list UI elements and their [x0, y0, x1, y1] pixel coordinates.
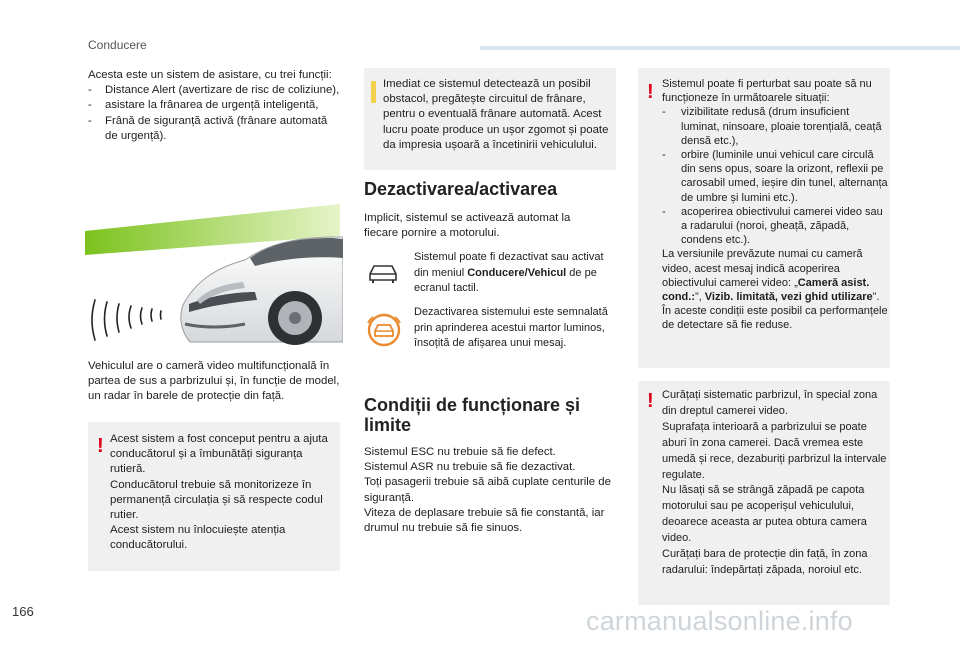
deactivation-heading: Dezactivarea/activarea [364, 179, 558, 199]
list-item: - Frână de siguranță activă (frânare automată de urgență). [88, 114, 328, 142]
warning-lamp-icon [365, 312, 403, 348]
intro-text: Acesta este un sistem de asistare, cu trei funcții: [88, 69, 332, 81]
conditions-block [364, 445, 614, 536]
warning-text: Conducătorul trebuie să monitorizeze în permanență circulația și să respecte codul rutier. [110, 478, 323, 522]
intro-block [88, 68, 340, 144]
page-number: 166 [12, 604, 34, 619]
performance-text: În aceste condiții este posibil ca performanțele de detectare să fie reduse. [662, 305, 888, 332]
list-item: - orbire (luminile unui vehicul care circulă din sens opus, soare la orizont, reflexii pe carosabil umed, ieșire din tunel, alternanța de umbre și lumini etc.). [662, 149, 888, 204]
cleaning-text: Suprafața interioară a parbrizului se poate aburi în zona camerei. Dacă vremea este umedă și rece, dezaburiți parbrizul la intervale regulate. [662, 420, 887, 481]
info-text: Imediat ce sistemul detectează un posibil obstacol, pregătește circuitul de frânare, pentru o eventuală frânare automată. Acest lucru poate produce un ușor zgomot și poate da impresia ușoară a încetinirii vehiculului. [383, 78, 609, 151]
watermark: carmanualsonline.info [586, 606, 853, 636]
menu-text: Sistemul poate fi dezactivat sau activat din meniul Conducere/Vehicul de pe ecranul tactil. [414, 251, 604, 295]
warning-icon: ! [647, 390, 654, 412]
car-radar-illustration [85, 200, 343, 350]
conditions-heading: Condiții de funcționare și limite [364, 395, 581, 435]
list-item: - Distance Alert (avertizare de risc de coliziune), [88, 84, 340, 97]
header-bar [480, 46, 960, 50]
cleaning-text: Curățați sistematic parbrizul, în special zona din dreptul camerei video. [662, 389, 878, 417]
condition-line: Sistemul ESC nu trebuie să fie defect. [364, 446, 556, 458]
cleaning-text: Curățați bara de protecție din față, în zona radarului: îndepărtați zăpada, noroiul etc. [662, 548, 868, 576]
info-box [364, 68, 616, 170]
list-item: - asistare la frânarea de urgență inteligentă, [88, 99, 319, 112]
warning-icon: ! [647, 81, 654, 103]
perturbation-intro: Sistemul poate fi perturbat sau poate să nu funcționeze în următoarele situații: [662, 78, 872, 105]
list-item: - acoperirea obiectivului camerei video sau a radarului (noroi, gheață, zăpadă, condens etc.). [662, 205, 883, 247]
list-item: - vizibilitate redusă (drum insuficient luminat, ninsoare, ploaie torențială, ceață densă etc.), [662, 106, 882, 147]
camera-radar-text: Vehiculul are o cameră video multifuncțională în partea de sus a parbrizului și, în funcție de model, un radar în barele de protecție din față. [88, 360, 340, 403]
condition-line: Viteza de deplasare trebuie să fie constantă, iar drumul nu trebuie să fie sinuos. [364, 506, 605, 535]
warning-icon: ! [97, 435, 104, 457]
lamp-text: Dezactivarea sistemului este semnalată prin aprinderea acestui martor luminos, însoțită de afișarea unui mesaj. [414, 306, 608, 350]
camera-version-text: La versiunile prevăzute numai cu cameră video, acest mesaj indică acoperirea obiectivului camerei video: „Cameră asist. cond.:”, Vizib. limitată, vezi ghid utilizare”. [662, 248, 880, 304]
perturbation-warning-box [638, 68, 890, 368]
warning-text: Acest sistem nu înlocuiește atenția conducătorului. [110, 524, 286, 552]
condition-line: Toți pasagerii trebuie să aibă cuplate centurile de siguranță. [364, 476, 611, 504]
warning-text: Acest sistem a fost conceput pentru a ajuta conducătorul și a îmbunătăți siguranța rutieră. [110, 433, 328, 476]
cleaning-warning-box [638, 381, 890, 605]
info-icon [371, 81, 376, 103]
condition-line: Sistemul ASR nu trebuie să fie dezactivat. [364, 461, 576, 474]
warning-box [88, 422, 340, 571]
car-menu-icon [366, 260, 400, 284]
deactivation-text: Implicit, sistemul se activează automat la fiecare pornire a motorului. [364, 212, 571, 240]
cleaning-text: Nu lăsați să se strângă zăpadă pe capota motorului sau pe acoperișul vehiculului, deoarece aceasta ar putea obtura camera video. [662, 484, 867, 545]
section-title: Conducere [88, 38, 147, 52]
